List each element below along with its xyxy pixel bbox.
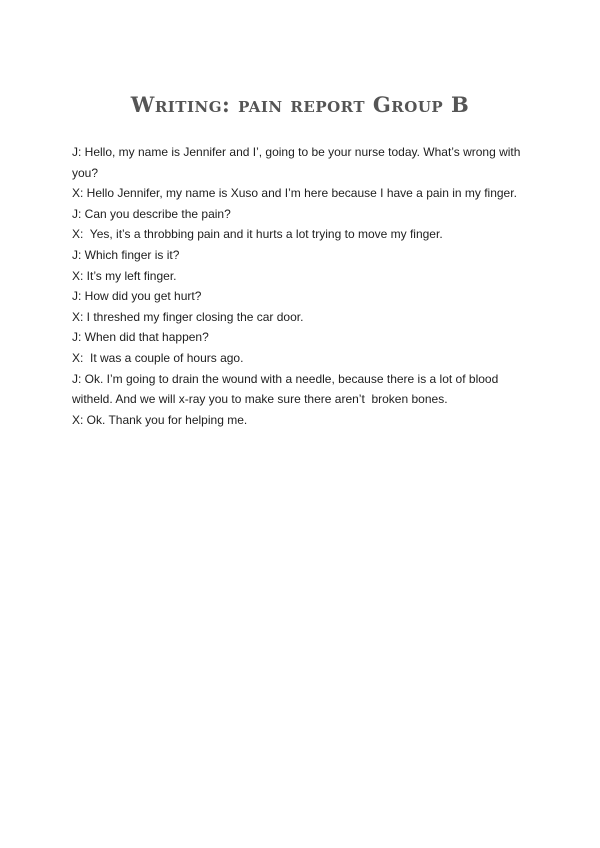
dialogue-line: X: It was a couple of hours ago. xyxy=(72,350,244,365)
dialogue-line: J: When did that happen? xyxy=(72,330,209,345)
dialogue-line: X: Hello Jennifer, my name is Xuso and I’m here because I have a pain in my finger. xyxy=(72,186,517,201)
page-title: Writing: pain report Group B xyxy=(130,92,470,117)
dialogue-line: J: Which finger is it? xyxy=(72,247,180,262)
dialogue-line: X: It’s my left finger. xyxy=(72,268,177,283)
dialogue-body xyxy=(72,142,532,430)
dialogue-line: J: Ok. I’m going to drain the wound with a needle, because there is a lot of blood witheld. And we will x-ray you to make sure there aren’t broken bones. xyxy=(72,371,502,407)
dialogue-line: X: Yes, it’s a throbbing pain and it hurts a lot trying to move my finger. xyxy=(72,227,443,242)
dialogue-line: X: Ok. Thank you for helping me. xyxy=(72,412,248,427)
dialogue-line: J: How did you get hurt? xyxy=(72,289,202,304)
dialogue-line: J: Can you describe the pain? xyxy=(72,206,231,221)
dialogue-line: X: I threshed my finger closing the car door. xyxy=(72,309,304,324)
dialogue-line: J: Hello, my name is Jennifer and I’, going to be your nurse today. What’s wrong with you? xyxy=(72,145,524,180)
